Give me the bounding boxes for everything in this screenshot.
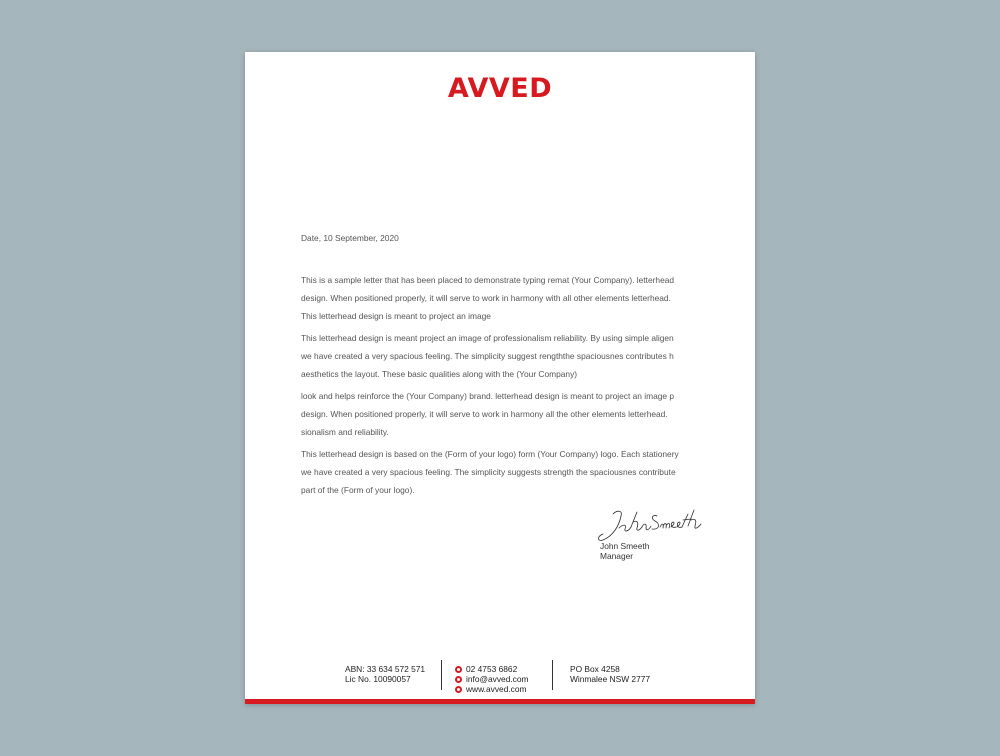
registration-info [345, 664, 425, 684]
body-line: This letterhead design is meant to project an image [301, 311, 491, 321]
signer-title: Manager [600, 551, 634, 561]
body-line: we have created a very spacious feeling. The simplicity suggests strength the spaciousnes contribute [301, 467, 676, 477]
po-box: PO Box 4258 [570, 664, 620, 674]
body-line: This letterhead design is based on the (Form of your logo) form (Your Company) logo. Each stationery [301, 449, 679, 459]
locality: Winmalee NSW 2777 [570, 674, 651, 684]
web-row [455, 684, 529, 694]
footer-divider [441, 660, 442, 690]
body-line: part of the (Form of your logo). [301, 485, 415, 495]
phone-number: 02 4753 6862 [466, 664, 518, 674]
paragraph-1 [301, 271, 709, 325]
phone-row [455, 664, 529, 674]
body-line: aesthetics the layout. These basic qualities along with the (Your Company) [301, 369, 578, 379]
website-url: www.avved.com [466, 684, 527, 694]
phone-icon [455, 666, 462, 673]
signer-name: John Smeeth [600, 541, 650, 551]
body-line: design. When positioned properly, it will serve to work in harmony all the other elements letterhead. [301, 409, 668, 419]
body-line: look and helps reinforce the (Your Company) brand. letterhead design is meant to project an image p [301, 391, 675, 401]
email-icon [455, 676, 462, 683]
letterhead-page [245, 52, 755, 704]
body-line: This letterhead design is meant project an image of professionalism reliability. By using simple aligen [301, 333, 674, 343]
contact-info [455, 664, 529, 694]
signer-block [600, 541, 649, 561]
body-line: we have created a very spacious feeling. The simplicity suggest rengththe spaciousnes contributes h [301, 351, 674, 361]
letter-date: Date, 10 September, 2020 [301, 233, 399, 243]
abn-number: ABN: 33 634 572 571 [345, 664, 426, 674]
footer-divider [552, 660, 553, 690]
body-line: This is a sample letter that has been placed to demonstrate typing remat (Your Company). letterhead [301, 275, 675, 285]
email-row [455, 674, 529, 684]
web-icon [455, 686, 462, 693]
paragraph-3 [301, 387, 709, 441]
body-line: sionalism and reliability. [301, 427, 389, 437]
paragraph-2 [301, 329, 709, 383]
company-logo: AVVED [447, 73, 553, 104]
email-address: info@avved.com [466, 674, 529, 684]
paragraph-4 [301, 445, 709, 499]
brand-bottom-bar [245, 699, 755, 704]
postal-address [570, 664, 650, 684]
letter-body [301, 271, 709, 503]
license-number: Lic No. 10090057 [345, 674, 411, 684]
body-line: design. When positioned properly, it will serve to work in harmony with all other elements letterhead. [301, 293, 671, 303]
letterhead-footer [245, 660, 755, 692]
